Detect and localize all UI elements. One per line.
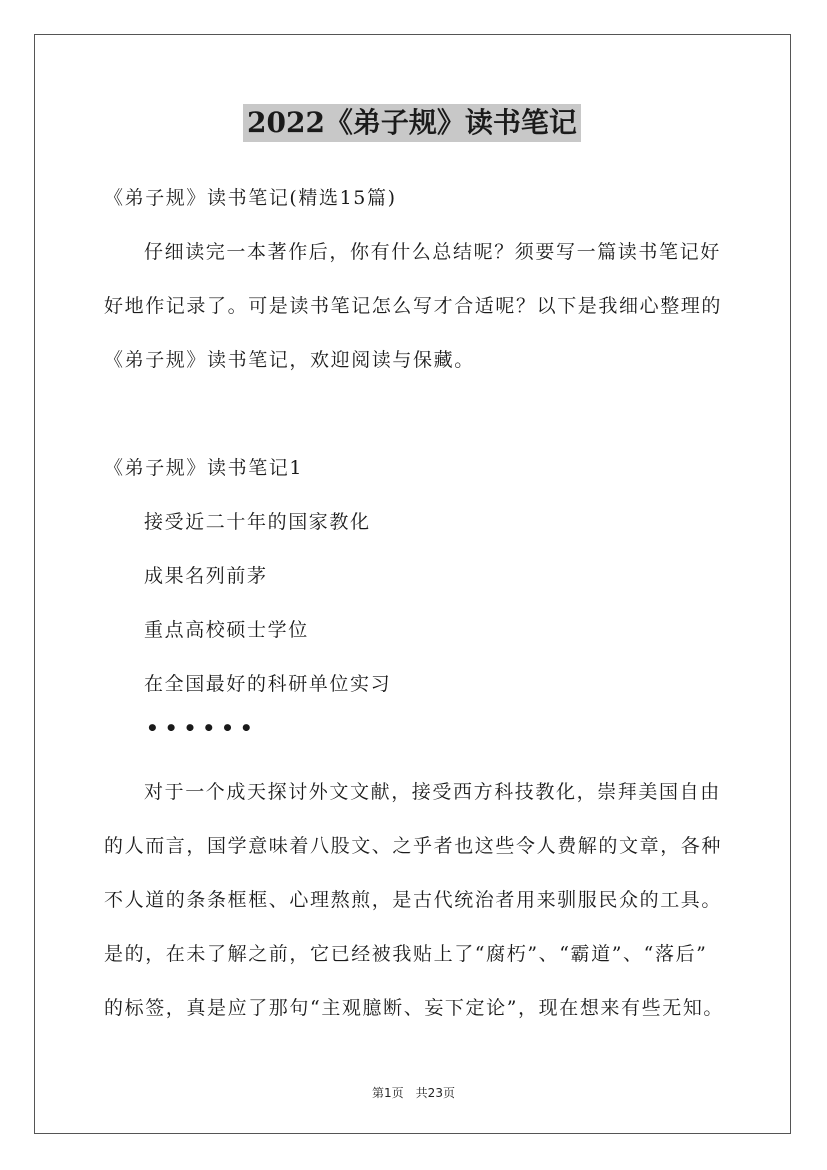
intro-paragraph-line: 好地作记录了。可是读书笔记怎么写才合适呢？以下是我细心整理的 — [104, 295, 723, 317]
body-paragraph-line: 的标签，真是应了那句“主观臆断、妄下定论”，现在想来有些无知。 — [104, 997, 725, 1019]
document-subtitle: 《弟子规》读书笔记(精选15篇) — [104, 187, 397, 209]
body-paragraph-line: 的人而言，国学意味着八股文、之乎者也这些令人费解的文章，各种 — [104, 835, 723, 857]
document-title: 2022《弟子规》读书笔记 — [243, 104, 581, 142]
intro-paragraph-line: 《弟子规》读书笔记，欢迎阅读与保藏。 — [104, 349, 475, 371]
body-paragraph-line: 对于一个成天探讨外文文献，接受西方科技教化，崇拜美国自由 — [144, 781, 721, 803]
ellipsis-dots: •••••• — [146, 716, 259, 740]
section-heading: 《弟子规》读书笔记1 — [104, 457, 304, 479]
poem-line: 重点高校硕士学位 — [144, 619, 309, 641]
page-number-footer: 第1页 共23页 — [372, 1086, 455, 1100]
poem-line: 成果名列前茅 — [144, 565, 268, 587]
body-paragraph-line: 是的，在未了解之前，它已经被我贴上了“腐朽”、“霸道”、“落后” — [104, 943, 708, 965]
body-paragraph-line: 不人道的条条框框、心理熬煎，是古代统治者用来驯服民众的工具。 — [104, 889, 723, 911]
poem-line: 接受近二十年的国家教化 — [144, 511, 371, 533]
intro-paragraph-line: 仔细读完一本著作后，你有什么总结呢？须要写一篇读书笔记好 — [144, 241, 721, 263]
poem-line: 在全国最好的科研单位实习 — [144, 673, 392, 695]
